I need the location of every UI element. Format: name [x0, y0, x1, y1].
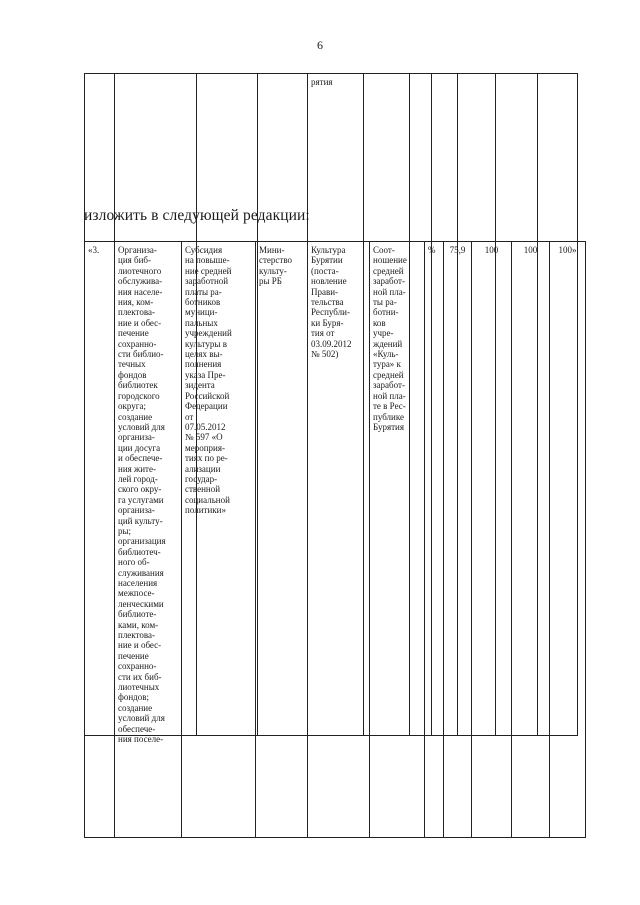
cell-line: ботников [185, 297, 221, 308]
cell-line: ция биб- [118, 255, 151, 266]
cell-line: ализации [185, 463, 221, 474]
cell-line: организация [118, 536, 166, 547]
cell-line: заработ- [373, 276, 405, 287]
cell-line: лей город- [118, 473, 158, 484]
row-number-cell [85, 242, 115, 838]
cell-line: указа Пре- [185, 369, 226, 380]
cell-line: 03.09.2012 [311, 338, 352, 349]
cell-line: средней [373, 265, 404, 276]
value-cell [512, 242, 550, 838]
cell-line: печение [118, 328, 149, 339]
cell-line: новление [311, 276, 347, 287]
cell-line: ры; [118, 525, 132, 536]
cell-line: полнения [185, 359, 222, 370]
cell-line: условий для [118, 421, 165, 432]
cell-line: ного об- [118, 557, 150, 568]
cell-line: Бурятии [311, 255, 343, 266]
cell-line: создание [118, 702, 153, 713]
cell-line: га услугами [118, 494, 164, 505]
cell-line: ния, ком- [118, 297, 154, 308]
cell-line: создание [118, 411, 153, 422]
cell-line: фондов; [118, 692, 149, 703]
cell-line: заработной [185, 276, 229, 287]
cell-line: зидента [185, 380, 215, 391]
cell-line: стерство [259, 255, 293, 266]
cell-line: муници- [185, 307, 218, 318]
cell-line: ние и обес- [118, 317, 162, 328]
cell-line: плектова- [118, 630, 155, 641]
cell-line: культуры в [185, 338, 227, 349]
cell-line: тия от [311, 328, 335, 339]
task-name-cell [115, 242, 182, 838]
cell-line: № 502) [311, 349, 339, 360]
cell-line: населения [118, 578, 158, 588]
cell-line: Субсидия [185, 245, 223, 255]
cell-line: печение [118, 650, 149, 661]
cell-line: библиотеч- [118, 546, 161, 557]
cell-line: 100 [523, 245, 538, 255]
cell-line: ленческими [118, 598, 164, 609]
unit-cell [425, 242, 444, 838]
cell-line: служивания [118, 567, 164, 578]
indicator-cell [370, 242, 425, 838]
cell-line: целях вы- [185, 349, 223, 360]
value-cell [444, 242, 472, 838]
cell-line: организа- [118, 505, 155, 516]
cell-line: от [185, 411, 194, 422]
cell-line: тельства [311, 297, 344, 308]
cell-line: Республи- [311, 307, 350, 318]
cell-line: ния населе- [118, 286, 163, 297]
cell-line: сохранно- [118, 661, 157, 672]
cell-line: Культура [311, 245, 346, 255]
page-number: 6 [317, 38, 323, 52]
cell-line: учреждений [185, 328, 232, 339]
cell-line: ной пла- [373, 390, 406, 401]
cell-line: тура» к [373, 359, 401, 370]
cell-line: рятия [311, 77, 333, 87]
cell-line: социальной [185, 494, 230, 505]
cell-line: пальных [185, 317, 218, 328]
cell-line: фондов [118, 369, 147, 380]
cell-line: и обеспече- [118, 453, 163, 464]
cell-line: организа- [118, 432, 155, 443]
cell-line: «3. [88, 245, 100, 255]
measure-cell [182, 242, 256, 838]
cell-line: № 597 «О [185, 432, 223, 443]
cell-line: обеспече- [118, 723, 156, 734]
cell-line: ботни- [373, 307, 399, 318]
cell-line: Мини- [259, 245, 285, 255]
cell-line: ния жите- [118, 463, 156, 474]
cell-line: ции досуга [118, 442, 161, 453]
cell-line: ского окру- [118, 484, 162, 495]
cell-line: сти библио- [118, 349, 164, 360]
cell-line: ками, ком- [118, 619, 159, 630]
table-row [85, 242, 586, 838]
cell-line: государ- [185, 473, 218, 484]
cell-line: ной пла- [373, 286, 406, 297]
cell-line: ние и обес- [118, 640, 162, 651]
amended-table [84, 241, 586, 838]
section-heading: изложить в следующей редакции: [84, 207, 310, 224]
cell-line: сти их биб- [118, 671, 162, 682]
program-cell [308, 242, 370, 838]
value-cell [472, 242, 512, 838]
cell-line: ние средней [185, 265, 232, 276]
cell-line: Соот- [373, 245, 395, 255]
cell-line: ков [373, 317, 386, 328]
cell-line: тиях по ре- [185, 453, 228, 464]
cell-line: ношение [373, 255, 407, 266]
cell-line: заработ- [373, 380, 405, 391]
cell-line: течных [118, 359, 146, 370]
cell-line: 100» [558, 245, 577, 255]
cell-line: Российской [185, 390, 230, 401]
cell-line: ния поселе- [118, 734, 164, 745]
cell-line: Организа- [118, 245, 157, 255]
cell-line: на повыше- [185, 255, 230, 266]
cell-line: ты ра- [373, 297, 397, 308]
cell-line: платы ра- [185, 286, 222, 297]
cell-line: учре- [373, 328, 394, 339]
cell-line: те в Рес- [373, 401, 406, 412]
cell-line: Бурятия [373, 421, 404, 432]
cell-line: культу- [259, 265, 287, 276]
cell-line: библиотек [118, 380, 158, 391]
cell-line: Федерации [185, 401, 228, 412]
cell-line: ждений [373, 338, 403, 349]
cell-line: лиотечного [118, 265, 162, 276]
cell-line: Прави- [311, 286, 339, 297]
cell-line: (поста- [311, 265, 339, 276]
cell-line: межпосе- [118, 588, 155, 599]
cell-line: 07.05.2012 [185, 421, 226, 432]
cell-line: ций культу- [118, 515, 163, 526]
cell-line: обслужива- [118, 276, 163, 287]
cell-line: публике [373, 411, 405, 422]
cell-line: библиоте- [118, 609, 157, 620]
value-cell [550, 242, 586, 838]
cell-line: «Куль- [373, 349, 399, 360]
cell-line: плектова- [118, 307, 155, 318]
cell-line: округа; [118, 401, 146, 412]
cell-line: 100 [484, 245, 499, 255]
cell-line: ры РБ [259, 276, 282, 287]
cell-line: 75,9 [449, 245, 466, 255]
cell-line: % [428, 245, 436, 255]
cell-line: сохранно- [118, 338, 157, 349]
executor-cell [256, 242, 308, 838]
cell-line: политики» [185, 505, 226, 516]
cell-line: лиотечных [118, 682, 160, 693]
cell-line: ки Буря- [311, 317, 344, 328]
cell-line: ственной [185, 484, 221, 495]
cell-line: средней [373, 369, 404, 380]
cell-line: городского [118, 390, 160, 401]
cell-line: условий для [118, 713, 165, 724]
cell-line: мероприя- [185, 442, 225, 453]
